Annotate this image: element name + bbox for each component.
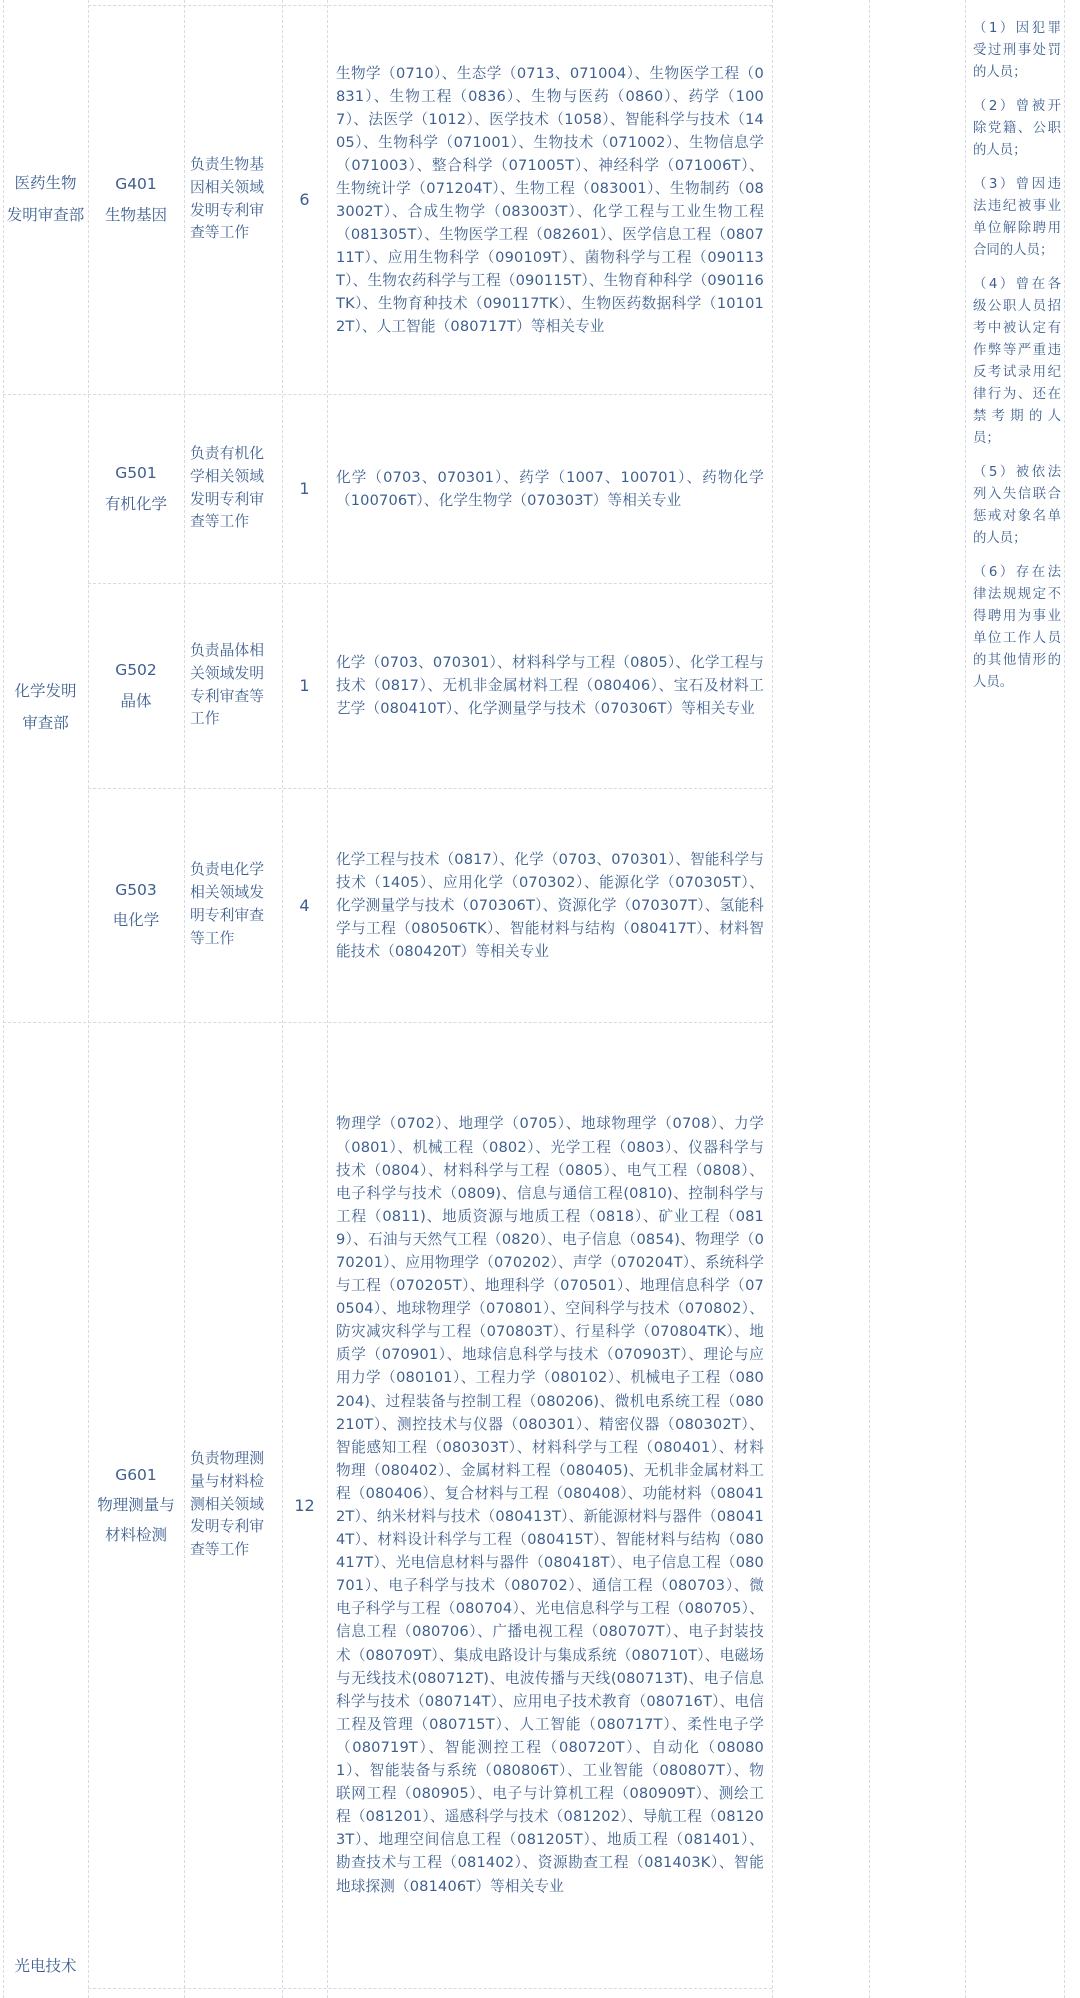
count-cell: [282, 1022, 327, 1988]
department-optic-line1: 光电技术: [14, 1957, 77, 1976]
department-chem-line1: 化学发明: [14, 682, 77, 701]
majors-text: 物理学（0702）、地理学（0705）、地球物理学（0708）、力学（0801）、机械工程（0802）、光学工程（0803）、仪器科学与技术（0804）、材料科学与工程（0805）、电气工程（0808）、电子科学与技术（0809)、信息与通信工程(0810)、控制科学与工程（0811)、地质资源与地质工程（0818）、矿业工程（0819）、石油与天然气工程（0820）、电子信息（0854)、物理学（070201）、应用物理学（070202）、声学（070204T）、系统科学与工程（070205T）、地理科学（070501）、地理信息科学（070504）、地球物理学（070801）、空间科学与技术（070802）、防灾减灾科学与工程（070803T）、行星科学（070804TK）、地质学（070901）、地球信息科学与技术（070903T）、理论与应用力学（080101）、工程力学（080102）、机械电子工程（080204)、过程装备与控制工程（080206)、微机电系统工程（080210T）、测控技术与仪器（080301）、精密仪器（080302T）、智能感知工程（080303T）、材料科学与工程（080401）、材料物理（080402）、金属材料工程（080405)、无机非金属材料工程（080406）、复合材料与工程（080408）、功能材料（080412T）、纳米材料与技术（080413T）、新能源材料与器件（080414T）、材料设计科学与工程（080415T）、智能材料与结构（080417T）、光电信息材料与器件（080418T）、电子信息工程（080701）、电子科学与技术（080702）、通信工程（080703）、微电子科学与工程（080704）、光电信息科学与工程（080705）、信息工程（080706）、广播电视工程（080707T）、电子封装技术（080709T）、集成电路设计与集成系统（080710T）、电磁场与无线技术(080712T)、电波传播与天线(080713T)、电子信息科学与技术（080714T）、应用电子技术教育（080716T）、电信工程及管理（080715T）、人工智能（080717T）、柔性电子学（080719T）、智能测控工程（080720T）、自动化（080801）、智能装备与系统（080806T）、工业智能（080807T）、物联网工程（080905）、电子与计算机工程（080909T）、测绘工程（081201）、遥感科学与技术（081202）、导航工程（081203T）、地理空间信息工程（081205T）、地质工程（081401）、勘查技术与工程（081402）、资源勘查工程（081403K）、智能地球探测（081406T）等相关专业: [336, 1115, 764, 1895]
position-code: G601: [115, 1465, 157, 1484]
hire-count: 6: [299, 190, 310, 209]
column-divider-notes: [965, 0, 966, 1998]
majors-text: 化学工程与技术（0817）、化学（0703、070301）、智能科学与技术（1405）、应用化学（070302）、能源化学（070305T）、化学测量学与技术（070306T）、资源化学（070307T）、氢能科学与工程（080506TK）、智能材料与结构（080417T）、材料智能技术（080420T）等相关专业: [336, 850, 764, 960]
count-cell: [282, 788, 327, 1022]
department-bio-line2: 发明审查部: [6, 205, 85, 224]
majors-cell: [327, 394, 772, 583]
hire-count: 1: [299, 479, 310, 498]
department-chem-line2: 审查部: [22, 714, 69, 732]
position-cell: [88, 788, 184, 1022]
position-cell: [88, 394, 184, 583]
count-cell: [282, 583, 327, 788]
majors-cell: [327, 583, 772, 788]
note-item: （2）曾被开除党籍、公职的人员；: [973, 99, 1061, 158]
hire-count: 12: [294, 1495, 315, 1515]
note-item: （6）存在法律法规规定不得聘用为事业单位工作人员的其他情形的人员。: [973, 565, 1061, 690]
duty-text: 负责晶体相关领域发明专利审查等工作: [190, 641, 264, 728]
hire-count: 1: [299, 676, 310, 695]
majors-cell: [327, 5, 772, 394]
position-title: 晶体: [120, 691, 152, 710]
count-cell: [282, 394, 327, 583]
note-item: （5）被依法列入失信联合惩戒对象名单的人员；: [973, 465, 1061, 546]
count-cell: [282, 5, 327, 394]
majors-text: 化学（0703、070301）、药学（1007、100701）、药物化学（100706T）、化学生物学（070303T）等相关专业: [336, 468, 764, 509]
position-cell: [88, 1022, 184, 1988]
note-item: （1）因犯罪受过刑事处罚的人员；: [973, 21, 1061, 80]
duty-cell: [184, 1022, 282, 1988]
department-optic: [3, 1950, 88, 1984]
disqualification-notes: [973, 18, 1061, 706]
majors-cell: [327, 1022, 772, 1988]
duty-text: 负责电化学相关领域发明专利审查等工作: [190, 861, 264, 947]
note-item: （3）曾因违法违纪被事业单位解除聘用合同的人员；: [973, 177, 1061, 258]
department-bio: [3, 5, 88, 394]
note-item: （4）曾在各级公职人员招考中被认定有作弊等严重违反考试录用纪律行为、还在禁考期的人员；: [973, 277, 1061, 446]
department-chem: [3, 394, 88, 1022]
row-divider: [88, 1988, 772, 1989]
position-code: G401: [115, 175, 157, 194]
duty-cell: [184, 583, 282, 788]
duty-cell: [184, 394, 282, 583]
majors-text: 化学（0703、070301）、材料科学与工程（0805）、化学工程与技术（0817）、无机非金属材料工程（080406）、宝石及材料工艺学（080410T）、化学测量学与技术（070306T）等相关专业: [336, 654, 764, 717]
position-code: G502: [115, 661, 157, 680]
duty-cell: [184, 788, 282, 1022]
duty-text: 负责物理测量与材料检测相关领域发明专利审查等工作: [190, 1449, 264, 1559]
majors-cell: [327, 788, 772, 1022]
position-title: 生物基因: [104, 205, 167, 224]
position-cell: [88, 583, 184, 788]
position-code: G503: [115, 880, 157, 899]
column-divider-majors: [772, 0, 773, 1998]
position-title: 电化学: [112, 911, 160, 929]
duty-text: 负责生物基因相关领域发明专利审查等工作: [190, 155, 264, 242]
position-title: 有机化学: [104, 494, 167, 513]
column-divider-blank: [869, 0, 870, 1998]
duty-text: 负责有机化学相关领域发明专利审查等工作: [190, 444, 264, 531]
duty-cell: [184, 5, 282, 394]
department-bio-line1: 医药生物: [14, 173, 77, 192]
position-code: G501: [115, 464, 157, 483]
position-cell: [88, 5, 184, 394]
table-border-right: [1064, 0, 1065, 1998]
hire-count: 4: [299, 895, 310, 915]
majors-text: 生物学（0710）、生态学（0713、071004）、生物医学工程（0831）、生物工程（0836）、生物与医药（0860）、药学（1007）、法医学（1012）、医学技术（1058）、智能科学与技术（1405）、生物科学（071001）、生物技术（071002）、生物信息学（071003）、整合科学（071005T）、神经科学（071006T）、生物统计学（071204T）、生物工程（083001）、生物制药（083002T）、合成生物学（083003T）、化学工程与工业生物工程（081305T）、生物医学工程（082601）、医学信息工程（080711T）、应用生物科学（090109T）、菌物科学与工程（090113T）、生物农药科学与工程（090115T）、生物育种科学（090116TK）、生物育种技术（090117TK）、生物医药数据科学（101012T）、人工智能（080717T）等相关专业: [336, 64, 764, 335]
position-title-line1: 物理测量与: [97, 1495, 175, 1514]
position-title-line2: 材料检测: [104, 1526, 167, 1545]
